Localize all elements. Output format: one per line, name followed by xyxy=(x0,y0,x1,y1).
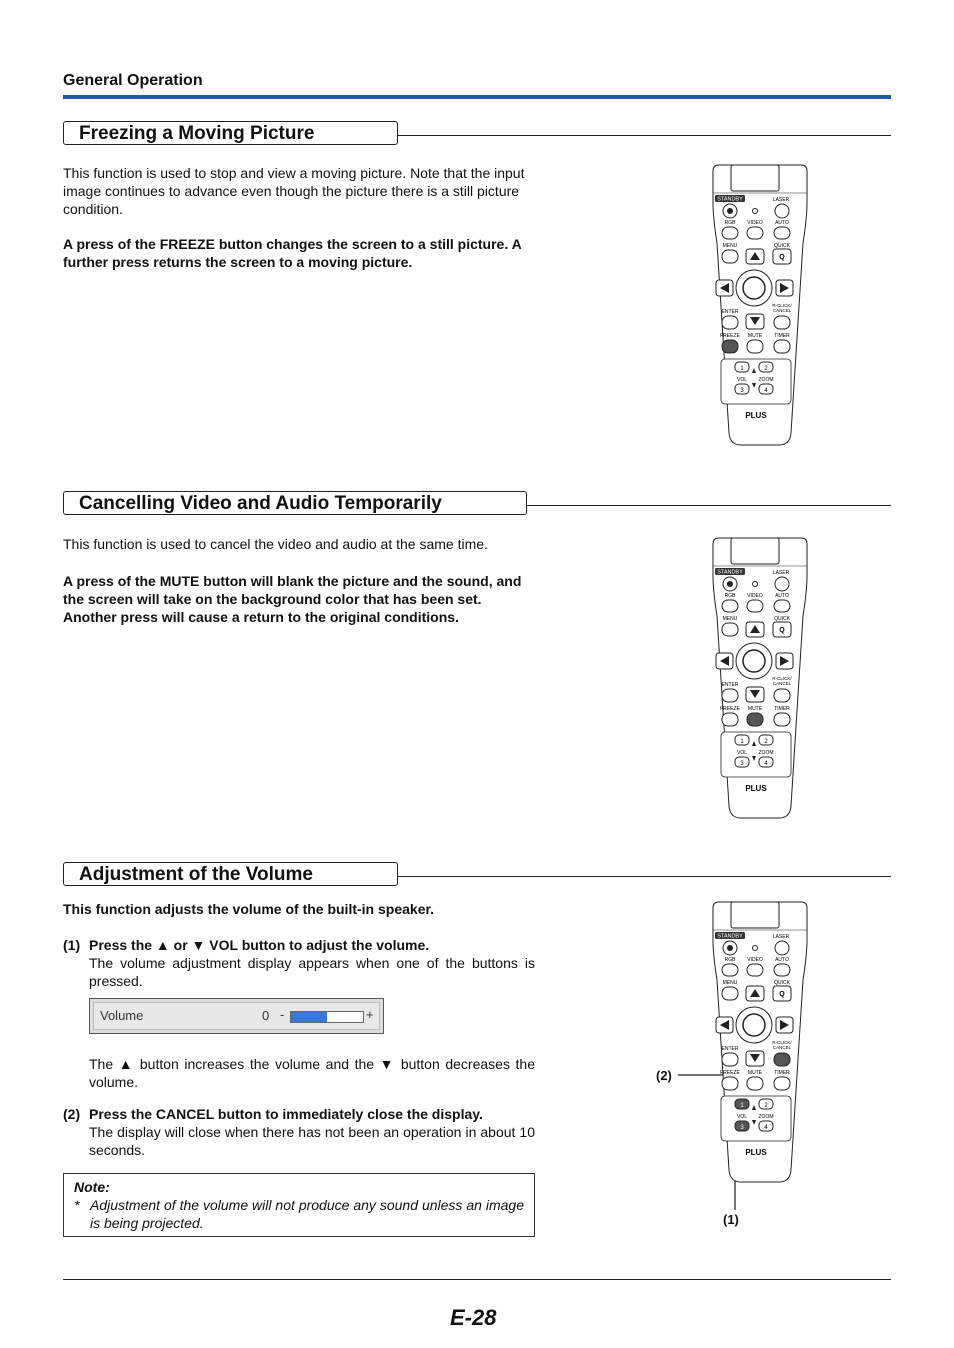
remote-label-k1: 1 xyxy=(740,739,744,745)
volume-value: 0 xyxy=(262,1008,270,1023)
remote-label-rgb: RGB xyxy=(724,957,736,963)
remote-illustration-mute xyxy=(709,536,811,826)
step-1-number: (1) xyxy=(63,937,81,953)
remote-label-freeze: FREEZE xyxy=(720,333,740,339)
remote-label-rclick1: R-CLICK/ xyxy=(772,303,792,308)
remote-label-standby: STANDBY xyxy=(717,196,743,203)
remote-label-vol: VOL xyxy=(736,750,748,756)
remote-label-laser: LASER xyxy=(772,570,790,576)
remote-label-k3: 3 xyxy=(740,1125,744,1131)
remote-label-rclick1: R-CLICK/ xyxy=(772,676,792,681)
remote-label-quick: QUICK xyxy=(774,616,790,622)
remote-label-q: Q xyxy=(779,991,785,998)
remote-label-vol: VOL xyxy=(736,377,748,383)
remote-label-vol: VOL xyxy=(736,1114,748,1120)
remote-label-rgb: RGB xyxy=(724,593,736,599)
volume-plus: + xyxy=(366,1007,374,1022)
remote-label-auto: AUTO xyxy=(775,220,789,226)
volume-display xyxy=(89,998,384,1034)
footer-rule xyxy=(63,1279,891,1280)
section-title-freeze: Freezing a Moving Picture xyxy=(63,121,398,145)
remote-label-menu: MENU xyxy=(722,243,738,249)
remote-label-enter: ENTER xyxy=(721,309,739,315)
mute-instruction: A press of the MUTE button will blank the picture and the sound, and the screen will take on the background color that has been set. Another press will cause a return to the original conditions. xyxy=(63,573,522,625)
section-rule xyxy=(397,135,891,136)
remote-label-rclick2: CANCEL xyxy=(772,681,792,686)
step-2-body: The display will close when there has not been an operation in about 10 seconds. xyxy=(89,1124,535,1158)
volume-intro: This function adjusts the volume of the built-in speaker. xyxy=(63,901,435,917)
remote-label-k3: 3 xyxy=(740,388,744,394)
remote-label-video: VIDEO xyxy=(747,220,763,226)
note-title: Note: xyxy=(74,1179,110,1195)
remote-label-brand: PLUS xyxy=(745,411,767,420)
remote-label-brand: PLUS xyxy=(745,784,767,793)
section-header: General Operation xyxy=(63,72,203,89)
step-1-body: The volume adjustment display appears when one of the buttons is pressed. xyxy=(89,955,535,989)
remote-label-standby: STANDBY xyxy=(717,569,743,576)
remote-label-auto: AUTO xyxy=(775,593,789,599)
note-body: Adjustment of the volume will not produce any sound unless an image is being projected. xyxy=(90,1197,524,1231)
callout-1: (1) xyxy=(723,1212,739,1227)
volume-label: Volume xyxy=(100,1008,144,1023)
remote-illustration-volume xyxy=(709,900,811,1190)
section-title-mute: Cancelling Video and Audio Temporarily xyxy=(63,491,527,515)
remote-label-video: VIDEO xyxy=(747,593,763,599)
remote-label-k4: 4 xyxy=(764,388,768,394)
remote-label-menu: MENU xyxy=(722,616,738,622)
remote-label-mute: MUTE xyxy=(747,1070,763,1076)
remote-label-zoom: ZOOM xyxy=(758,1114,774,1120)
remote-label-timer: TIMER xyxy=(774,333,790,339)
header-bar xyxy=(63,95,891,99)
remote-label-enter: ENTER xyxy=(721,1046,739,1052)
remote-label-k2: 2 xyxy=(764,1103,768,1109)
remote-label-video: VIDEO xyxy=(747,957,763,963)
mute-intro: This function is used to cancel the video and audio at the same time. xyxy=(63,536,488,552)
section-title-volume: Adjustment of the Volume xyxy=(63,862,398,886)
remote-label-laser: LASER xyxy=(772,197,790,203)
freeze-instruction: A press of the FREEZE button changes the screen to a still picture. A further press returns the screen to a moving picture. xyxy=(63,236,522,270)
remote-label-quick: QUICK xyxy=(774,243,790,249)
step-1-title: Press the ▲ or ▼ VOL button to adjust the volume. xyxy=(89,937,430,953)
freeze-intro: This function is used to stop and view a moving picture. Note that the input image continues to advance even though the picture there is a still picture condition. xyxy=(63,165,525,217)
remote-label-k3: 3 xyxy=(740,761,744,767)
remote-label-mute: MUTE xyxy=(747,706,763,712)
remote-label-mute: MUTE xyxy=(747,333,763,339)
remote-label-menu: MENU xyxy=(722,980,738,986)
remote-label-auto: AUTO xyxy=(775,957,789,963)
remote-label-standby: STANDBY xyxy=(717,933,743,940)
note-box xyxy=(63,1173,535,1237)
note-star: * xyxy=(74,1197,80,1213)
page-number: E-28 xyxy=(450,1305,497,1330)
step-2-title: Press the CANCEL button to immediately close the display. xyxy=(89,1106,483,1122)
remote-label-zoom: ZOOM xyxy=(758,377,774,383)
remote-label-quick: QUICK xyxy=(774,980,790,986)
remote-label-k4: 4 xyxy=(764,761,768,767)
remote-label-zoom: ZOOM xyxy=(758,750,774,756)
remote-label-timer: TIMER xyxy=(774,706,790,712)
section-rule xyxy=(526,505,891,506)
remote-label-k4: 4 xyxy=(764,1125,768,1131)
step-2-number: (2) xyxy=(63,1106,81,1122)
remote-label-k1: 1 xyxy=(740,366,744,372)
remote-label-rgb: RGB xyxy=(724,220,736,226)
remote-label-q: Q xyxy=(779,627,785,634)
remote-label-rclick2: CANCEL xyxy=(772,308,792,313)
remote-illustration-freeze xyxy=(709,163,811,453)
remote-label-laser: LASER xyxy=(772,934,790,940)
callout-2: (2) xyxy=(656,1068,672,1083)
remote-label-rclick2: CANCEL xyxy=(772,1045,792,1050)
remote-label-enter: ENTER xyxy=(721,682,739,688)
step-1-after: The ▲ button increases the volume and the ▼ button decreases the volume. xyxy=(89,1056,535,1090)
remote-label-freeze: FREEZE xyxy=(720,1070,740,1076)
volume-bar xyxy=(290,1011,364,1023)
volume-minus: - xyxy=(280,1007,285,1022)
remote-label-q: Q xyxy=(779,254,785,261)
remote-label-timer: TIMER xyxy=(774,1070,790,1076)
remote-label-k1: 1 xyxy=(740,1103,744,1109)
section-rule xyxy=(397,876,891,877)
remote-label-rclick1: R-CLICK/ xyxy=(772,1040,792,1045)
volume-bar-fill xyxy=(291,1012,327,1022)
remote-label-brand: PLUS xyxy=(745,1148,767,1157)
remote-label-freeze: FREEZE xyxy=(720,706,740,712)
remote-label-k2: 2 xyxy=(764,739,768,745)
remote-label-k2: 2 xyxy=(764,366,768,372)
